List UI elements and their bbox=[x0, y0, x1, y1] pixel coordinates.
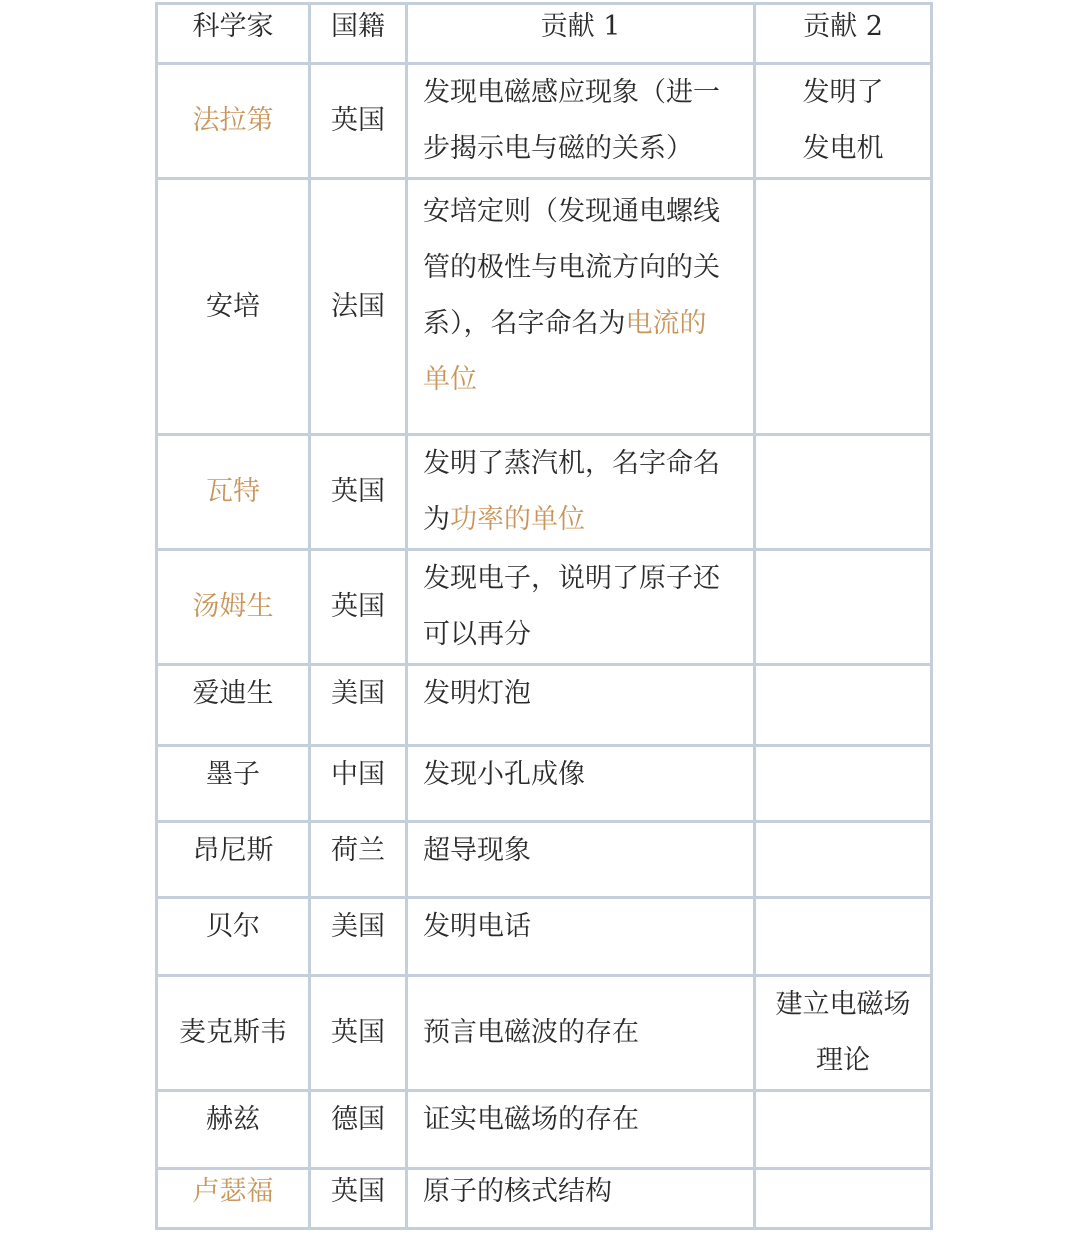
nationality: 英国 bbox=[310, 1169, 407, 1229]
nationality: 英国 bbox=[310, 550, 407, 665]
nationality: 中国 bbox=[310, 746, 407, 822]
contribution-text: 发明了 bbox=[802, 77, 884, 108]
contribution1: 发明电话 bbox=[407, 898, 755, 976]
contribution-text: 安培定则（发现通电螺线 bbox=[423, 196, 720, 227]
contribution1 bbox=[407, 64, 755, 179]
table-row bbox=[157, 1169, 932, 1229]
scientist-name: 昂尼斯 bbox=[157, 822, 310, 898]
contribution2 bbox=[755, 1169, 932, 1229]
scientist-name: 墨子 bbox=[157, 746, 310, 822]
contribution-text: 系），名字命名为 bbox=[423, 308, 626, 339]
scientist-name: 麦克斯韦 bbox=[157, 976, 310, 1091]
scientist-name: 法拉第 bbox=[157, 64, 310, 179]
contribution2 bbox=[755, 898, 932, 976]
table-row bbox=[157, 665, 932, 746]
nationality: 美国 bbox=[310, 665, 407, 746]
table-row bbox=[157, 898, 932, 976]
header-contribution2: 贡献 2 bbox=[755, 4, 932, 64]
highlight-text: 功率的单位 bbox=[450, 504, 585, 535]
scientists-table bbox=[155, 2, 933, 1230]
table-row bbox=[157, 550, 932, 665]
contribution-text: 建立电磁场 bbox=[775, 989, 911, 1020]
contribution1: 发现小孔成像 bbox=[407, 746, 755, 822]
contribution2 bbox=[755, 550, 932, 665]
nationality: 法国 bbox=[310, 179, 407, 435]
scientist-name: 贝尔 bbox=[157, 898, 310, 976]
contribution2 bbox=[755, 179, 932, 435]
contribution-text: 理论 bbox=[816, 1045, 870, 1076]
header-nationality: 国籍 bbox=[310, 4, 407, 64]
contribution-text: 发明了蒸汽机，名字命名 bbox=[423, 448, 720, 479]
contribution2 bbox=[755, 435, 932, 550]
contribution1: 原子的核式结构 bbox=[407, 1169, 755, 1229]
table-row bbox=[157, 746, 932, 822]
contribution1 bbox=[407, 550, 755, 665]
contribution1 bbox=[407, 435, 755, 550]
contribution2 bbox=[755, 746, 932, 822]
contribution-text: 发电机 bbox=[802, 133, 884, 164]
table-header-row bbox=[157, 4, 932, 64]
contribution-text: 步揭示电与磁的关系） bbox=[423, 133, 693, 164]
contribution-text: 发现电子，说明了原子还 bbox=[423, 563, 720, 594]
scientist-name: 赫兹 bbox=[157, 1091, 310, 1169]
table-row bbox=[157, 1091, 932, 1169]
nationality: 荷兰 bbox=[310, 822, 407, 898]
scientist-name: 安培 bbox=[157, 179, 310, 435]
contribution2 bbox=[755, 976, 932, 1091]
highlight-text: 单位 bbox=[423, 364, 477, 395]
table-row bbox=[157, 822, 932, 898]
contribution-text: 管的极性与电流方向的关 bbox=[423, 252, 720, 283]
table-row bbox=[157, 179, 932, 435]
nationality: 英国 bbox=[310, 64, 407, 179]
contribution2 bbox=[755, 822, 932, 898]
contribution1: 证实电磁场的存在 bbox=[407, 1091, 755, 1169]
contribution1: 超导现象 bbox=[407, 822, 755, 898]
scientist-name: 瓦特 bbox=[157, 435, 310, 550]
highlight-text: 电流的 bbox=[625, 308, 707, 339]
contribution-text: 发现电磁感应现象（进一 bbox=[423, 77, 720, 108]
scientist-name: 爱迪生 bbox=[157, 665, 310, 746]
nationality: 英国 bbox=[310, 976, 407, 1091]
nationality: 德国 bbox=[310, 1091, 407, 1169]
contribution2 bbox=[755, 665, 932, 746]
scientist-name: 卢瑟福 bbox=[157, 1169, 310, 1229]
nationality: 美国 bbox=[310, 898, 407, 976]
table-row bbox=[157, 64, 932, 179]
contribution2 bbox=[755, 64, 932, 179]
scientist-name: 汤姆生 bbox=[157, 550, 310, 665]
nationality: 英国 bbox=[310, 435, 407, 550]
table-row bbox=[157, 976, 932, 1091]
contribution1: 预言电磁波的存在 bbox=[407, 976, 755, 1091]
contribution1 bbox=[407, 179, 755, 435]
table-row bbox=[157, 435, 932, 550]
contribution-text: 可以再分 bbox=[423, 619, 531, 650]
contribution-text: 为 bbox=[423, 504, 450, 535]
header-scientist: 科学家 bbox=[157, 4, 310, 64]
contribution2 bbox=[755, 1091, 932, 1169]
header-contribution1: 贡献 1 bbox=[407, 4, 755, 64]
contribution1: 发明灯泡 bbox=[407, 665, 755, 746]
